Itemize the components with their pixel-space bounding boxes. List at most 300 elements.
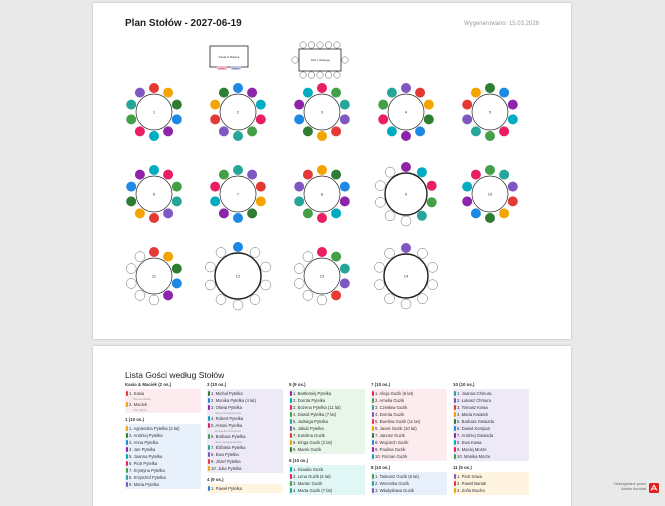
head-seat-label: Kasia	[219, 68, 225, 70]
acrobat-line1: Obsługiwane przez	[613, 482, 646, 486]
special-seat	[317, 72, 323, 78]
special-seat	[342, 57, 348, 63]
guest-item	[371, 487, 447, 494]
guest-color-marker	[208, 486, 210, 491]
guest-color-marker	[454, 391, 456, 396]
guest-name: 5. Antoni Pytelka	[211, 423, 243, 428]
seat	[462, 196, 472, 206]
guest-item	[289, 439, 365, 446]
seat	[471, 208, 481, 218]
guest-item	[207, 422, 283, 429]
guest-color-marker	[372, 481, 374, 486]
guest-item	[207, 397, 283, 404]
seat	[294, 100, 304, 110]
guest-item	[289, 473, 365, 480]
guest-name: 9. Paulina Guzik	[375, 447, 406, 452]
guest-item	[125, 467, 201, 474]
guest-column	[125, 382, 201, 493]
guest-item	[371, 453, 447, 460]
guest-name: 6. Dawid Kompas	[457, 426, 490, 431]
guest-color-marker	[290, 398, 292, 403]
guest-name: 1. Piotr Sowa	[457, 474, 482, 479]
guest-name: 10. Monika Morze	[457, 454, 491, 459]
guest-item	[125, 460, 201, 467]
guest-item	[289, 390, 365, 397]
guest-name: 5. Barbara Gwiazda	[457, 419, 495, 424]
guest-item	[207, 415, 283, 422]
guest-name: 5. Jadwiga Pytelka	[293, 419, 328, 424]
guest-color-marker	[372, 447, 374, 452]
seat	[462, 114, 472, 124]
guest-column	[371, 382, 447, 499]
seat	[205, 280, 215, 290]
guest-item	[371, 473, 447, 480]
guest-item	[371, 418, 447, 425]
special-table-label: Stół z obsługą	[310, 58, 330, 62]
guest-item	[289, 404, 365, 411]
table-group-title: 10 (10 os.)	[453, 382, 475, 387]
guest-note: Pan Młody	[133, 408, 148, 412]
seat	[172, 264, 182, 274]
guest-item	[453, 480, 529, 487]
seat	[340, 182, 350, 192]
seat	[385, 248, 395, 258]
seat	[294, 264, 304, 274]
guest-color-marker	[208, 416, 210, 421]
guest-item	[371, 480, 447, 487]
table-group-title: 11 (5 os.)	[453, 465, 472, 470]
seat	[374, 262, 384, 272]
special-seat	[325, 72, 331, 78]
seat	[247, 126, 257, 136]
guest-item	[125, 432, 201, 439]
special-seat	[292, 57, 298, 63]
guest-item	[453, 397, 529, 404]
seat	[172, 100, 182, 110]
guest-color-marker	[290, 474, 292, 479]
seat	[219, 126, 229, 136]
guest-color-marker	[126, 468, 128, 473]
seat	[428, 280, 438, 290]
table-group	[207, 389, 283, 473]
table-group-title: 6 (10 os.)	[289, 458, 309, 463]
guest-color-marker	[372, 405, 374, 410]
guest-item	[207, 390, 283, 397]
guest-name: 10. Julia Pytelka	[211, 466, 242, 471]
guest-item	[453, 439, 529, 446]
seat	[163, 290, 173, 300]
seat	[385, 211, 395, 221]
guest-name: 1. Paweł Pytelka	[211, 486, 242, 491]
seat	[149, 165, 159, 175]
seat	[219, 170, 229, 180]
seat	[135, 170, 145, 180]
seat	[331, 208, 341, 218]
guest-name: 4. Dawid Pytelka (7 lat)	[293, 412, 337, 417]
seat	[163, 252, 173, 262]
seat	[331, 88, 341, 98]
guest-item	[207, 451, 283, 458]
guest-name: 9. Marek Guzik	[293, 447, 322, 452]
seat	[303, 252, 313, 262]
table-group	[125, 389, 201, 413]
guest-color-marker	[372, 426, 374, 431]
seat	[163, 170, 173, 180]
seat	[149, 295, 159, 305]
guest-name: 1. Agnieszka Pytelka (3 lat)	[129, 426, 180, 431]
special-seat	[317, 42, 323, 48]
special-seat	[300, 42, 306, 48]
seat	[135, 208, 145, 218]
table-group	[453, 389, 529, 461]
seat	[331, 252, 341, 262]
seat	[485, 83, 495, 93]
guest-name: 9. Józef Pytelka	[211, 459, 241, 464]
seat	[331, 126, 341, 136]
guest-color-marker	[454, 440, 456, 445]
seat	[317, 213, 327, 223]
guest-item	[125, 439, 201, 446]
table-number: 5	[488, 109, 492, 115]
guest-color-marker	[454, 474, 456, 479]
guest-item	[207, 404, 283, 411]
guest-name: 3. Oliwia Pytelka	[211, 405, 242, 410]
guest-color-marker	[208, 459, 210, 464]
seat	[210, 100, 220, 110]
seat	[294, 196, 304, 206]
guest-color-marker	[290, 391, 292, 396]
guest-item	[125, 446, 201, 453]
guest-color-marker	[454, 454, 456, 459]
seat	[149, 247, 159, 257]
table-group	[371, 472, 447, 495]
seat	[216, 248, 226, 258]
seat	[303, 290, 313, 300]
guest-item	[453, 453, 529, 460]
seat	[499, 208, 509, 218]
guest-column	[453, 382, 529, 499]
guest-name: 4. Dorota Guzik	[375, 412, 405, 417]
guest-name: 2. Maciek	[129, 402, 147, 407]
seat	[247, 88, 257, 98]
guest-note: dieta wegetariańska	[215, 440, 242, 444]
seat	[508, 196, 518, 206]
guest-item	[289, 418, 365, 425]
seat	[317, 295, 327, 305]
seat	[417, 211, 427, 221]
guest-list-title: Lista Gości według Stołów	[125, 370, 225, 380]
table-group-title: 1 (10 os.)	[125, 417, 145, 422]
guest-note: dieta bezglutenowa	[215, 411, 241, 415]
guest-color-marker	[290, 426, 292, 431]
guest-name: 5. Ewelina Guzik (11 lat)	[375, 419, 421, 424]
guest-color-marker	[290, 440, 292, 445]
seat	[163, 208, 173, 218]
seat	[378, 114, 388, 124]
seat	[385, 294, 395, 304]
guest-name: 3. Zofia Mucha	[457, 488, 485, 493]
guest-name: 6. Barbara Pytelka	[211, 434, 246, 439]
seat	[303, 126, 313, 136]
seat	[401, 216, 411, 226]
guest-item	[125, 474, 201, 481]
guest-name: 4. Marta Guzik (7 lat)	[293, 488, 333, 493]
guest-name: 8. Ewa Pytelka	[211, 452, 239, 457]
guest-color-marker	[372, 433, 374, 438]
head-seat-label: Maciek	[232, 68, 240, 70]
seat	[247, 170, 257, 180]
seat	[374, 280, 384, 290]
guest-list-page	[93, 346, 571, 506]
seat	[485, 213, 495, 223]
guest-color-marker	[454, 447, 456, 452]
guest-color-marker	[126, 440, 128, 445]
guest-item	[453, 487, 529, 494]
seat	[378, 100, 388, 110]
seat	[424, 114, 434, 124]
guest-item	[125, 453, 201, 460]
table-number: 11	[151, 273, 157, 279]
page-title: Plan Stołów - 2027-06-19	[125, 18, 242, 29]
guest-color-marker	[126, 426, 128, 431]
seat	[471, 126, 481, 136]
guest-name: 2. Paweł Bariak	[457, 481, 487, 486]
guest-color-marker	[126, 461, 128, 466]
table-number: 13	[319, 273, 325, 279]
guest-column	[289, 382, 365, 499]
guest-color-marker	[208, 391, 210, 396]
guest-color-marker	[126, 433, 128, 438]
guest-item	[289, 487, 365, 494]
table-number: 2	[236, 109, 240, 115]
seat	[401, 83, 411, 93]
table-group-title: 8 (10 os.)	[371, 465, 391, 470]
seat	[317, 83, 327, 93]
guest-item	[453, 390, 529, 397]
guest-item	[289, 480, 365, 487]
guest-color-marker	[290, 447, 292, 452]
seat	[163, 88, 173, 98]
table-number: 7	[236, 191, 240, 197]
seat	[210, 114, 220, 124]
seat	[303, 208, 313, 218]
special-seat	[308, 42, 314, 48]
special-seat	[308, 72, 314, 78]
table-number: 10	[487, 191, 493, 197]
guest-name: 2. Dorota Pytelka	[293, 398, 326, 403]
guest-color-marker	[208, 405, 210, 410]
seat	[415, 88, 425, 98]
guest-name: 2. Monika Pytelka (4 lat)	[211, 398, 256, 403]
guest-color-marker	[126, 482, 128, 487]
seat	[387, 126, 397, 136]
seat	[417, 167, 427, 177]
seat	[499, 88, 509, 98]
guest-name: 7. Karolina Guzik	[293, 433, 325, 438]
seat	[317, 247, 327, 257]
guest-color-marker	[454, 488, 456, 493]
guest-item	[125, 390, 201, 397]
seat	[424, 100, 434, 110]
table-number: 12	[235, 273, 241, 279]
seat	[126, 182, 136, 192]
table-number: 6	[152, 191, 156, 197]
guest-color-marker	[208, 466, 210, 471]
guest-color-marker	[126, 447, 128, 452]
guest-item	[207, 458, 283, 465]
seat	[233, 83, 243, 93]
seat	[340, 278, 350, 288]
guest-name: 4. Jan Pytelka	[129, 447, 156, 452]
seat	[294, 278, 304, 288]
seat	[256, 114, 266, 124]
seat	[233, 242, 243, 252]
guest-name: 9. Maciej Morze	[457, 447, 487, 452]
guest-note: Panna Młoda	[133, 397, 151, 401]
guest-note: krzesełko dziecięce	[215, 429, 242, 433]
guest-color-marker	[290, 412, 292, 417]
seat	[331, 170, 341, 180]
guest-column	[207, 382, 283, 497]
seat	[233, 165, 243, 175]
guest-item	[453, 425, 529, 432]
seat	[256, 182, 266, 192]
guest-name: 3. Marian Guzik	[293, 481, 323, 486]
special-seat	[334, 42, 340, 48]
seat	[216, 295, 226, 305]
seat	[256, 100, 266, 110]
table-group-title: 4 (9 os.)	[207, 477, 224, 482]
seat	[499, 170, 509, 180]
guest-color-marker	[208, 445, 210, 450]
guest-name: 7. Janusz Guzik	[375, 433, 405, 438]
guest-item	[453, 411, 529, 418]
guest-item	[453, 418, 529, 425]
seat	[149, 131, 159, 141]
guest-color-marker	[372, 440, 374, 445]
guest-name: 8. Kinga Guzik (2 lat)	[293, 440, 333, 445]
guest-name: 1. Klaudia Guzik	[293, 467, 324, 472]
guest-color-marker	[126, 475, 128, 480]
guest-name: 1. Joanna Chmura	[457, 391, 492, 396]
seat	[149, 213, 159, 223]
acrobat-line2: Adobe Acrobat	[621, 487, 646, 491]
table-number: 9	[404, 191, 408, 197]
guest-name: 1. Bartłomiej Pytelka	[293, 391, 332, 396]
guest-name: 10. Roman Guzik	[375, 454, 408, 459]
seat	[163, 126, 173, 136]
seat	[508, 100, 518, 110]
seat	[418, 248, 428, 258]
seat	[340, 114, 350, 124]
seat	[485, 131, 495, 141]
seat	[294, 114, 304, 124]
guest-name: 3. Tomasz Kowa	[457, 405, 488, 410]
seat	[294, 182, 304, 192]
guest-name: 2. Amelia Guzik	[375, 398, 405, 403]
guest-name: 2. Andrzej Pytelka	[129, 433, 163, 438]
seat	[375, 181, 385, 191]
seat	[340, 264, 350, 274]
seat	[135, 126, 145, 136]
seat	[135, 88, 145, 98]
guest-item	[371, 411, 447, 418]
table-group	[453, 472, 529, 495]
guest-color-marker	[290, 481, 292, 486]
seat	[303, 170, 313, 180]
table-group	[371, 389, 447, 461]
guest-name: 8. Ewa Kawa	[457, 440, 482, 445]
guest-item	[289, 425, 365, 432]
seat	[126, 278, 136, 288]
table-group-title: 3 (10 os.)	[207, 382, 227, 387]
seat	[471, 170, 481, 180]
guest-item	[371, 446, 447, 453]
guest-name: 4. Maria Kwiatek	[457, 412, 488, 417]
seat	[401, 162, 411, 172]
seat	[135, 252, 145, 262]
guest-item	[371, 439, 447, 446]
guest-item	[371, 397, 447, 404]
seat	[427, 181, 437, 191]
guest-name: 1. Alicja Guzik (6 lat)	[375, 391, 414, 396]
guest-name: 3. Anna Pytelka	[129, 440, 159, 445]
table-number: 1	[152, 109, 156, 115]
guest-item	[289, 397, 365, 404]
guest-item	[125, 425, 201, 432]
seat	[149, 83, 159, 93]
seat	[485, 165, 495, 175]
guest-color-marker	[290, 433, 292, 438]
seat	[250, 248, 260, 258]
seat	[233, 213, 243, 223]
seat	[135, 290, 145, 300]
guest-item	[289, 466, 365, 473]
seat	[247, 208, 257, 218]
guest-color-marker	[372, 474, 374, 479]
guest-item	[371, 432, 447, 439]
guest-item	[453, 446, 529, 453]
table-group	[125, 424, 201, 489]
table-group	[207, 484, 283, 493]
guest-color-marker	[454, 412, 456, 417]
guest-color-marker	[454, 419, 456, 424]
guest-color-marker	[372, 398, 374, 403]
guest-color-marker	[208, 398, 210, 403]
guest-color-marker	[208, 423, 210, 428]
seat	[317, 165, 327, 175]
guest-item	[371, 390, 447, 397]
guest-color-marker	[454, 426, 456, 431]
seat	[471, 88, 481, 98]
guest-item	[371, 404, 447, 411]
guest-name: 1. Kasia	[129, 391, 145, 396]
guest-item	[289, 446, 365, 453]
guest-name: 2. Weronika Guzik	[375, 481, 410, 486]
guest-item	[453, 404, 529, 411]
table-group-title: 5 (9 os.)	[289, 382, 306, 387]
guest-color-marker	[372, 454, 374, 459]
guest-item	[453, 473, 529, 480]
table-group	[289, 465, 365, 495]
seat	[233, 300, 243, 310]
acrobat-logo-icon	[649, 483, 659, 493]
guest-name: 6. Jacek Guzik (10 lat)	[375, 426, 417, 431]
seat	[418, 294, 428, 304]
guest-item	[289, 432, 365, 439]
guest-name: 8. Wojciech Guzik	[375, 440, 409, 445]
guest-name: 6. Jakub Pytelka	[293, 426, 324, 431]
